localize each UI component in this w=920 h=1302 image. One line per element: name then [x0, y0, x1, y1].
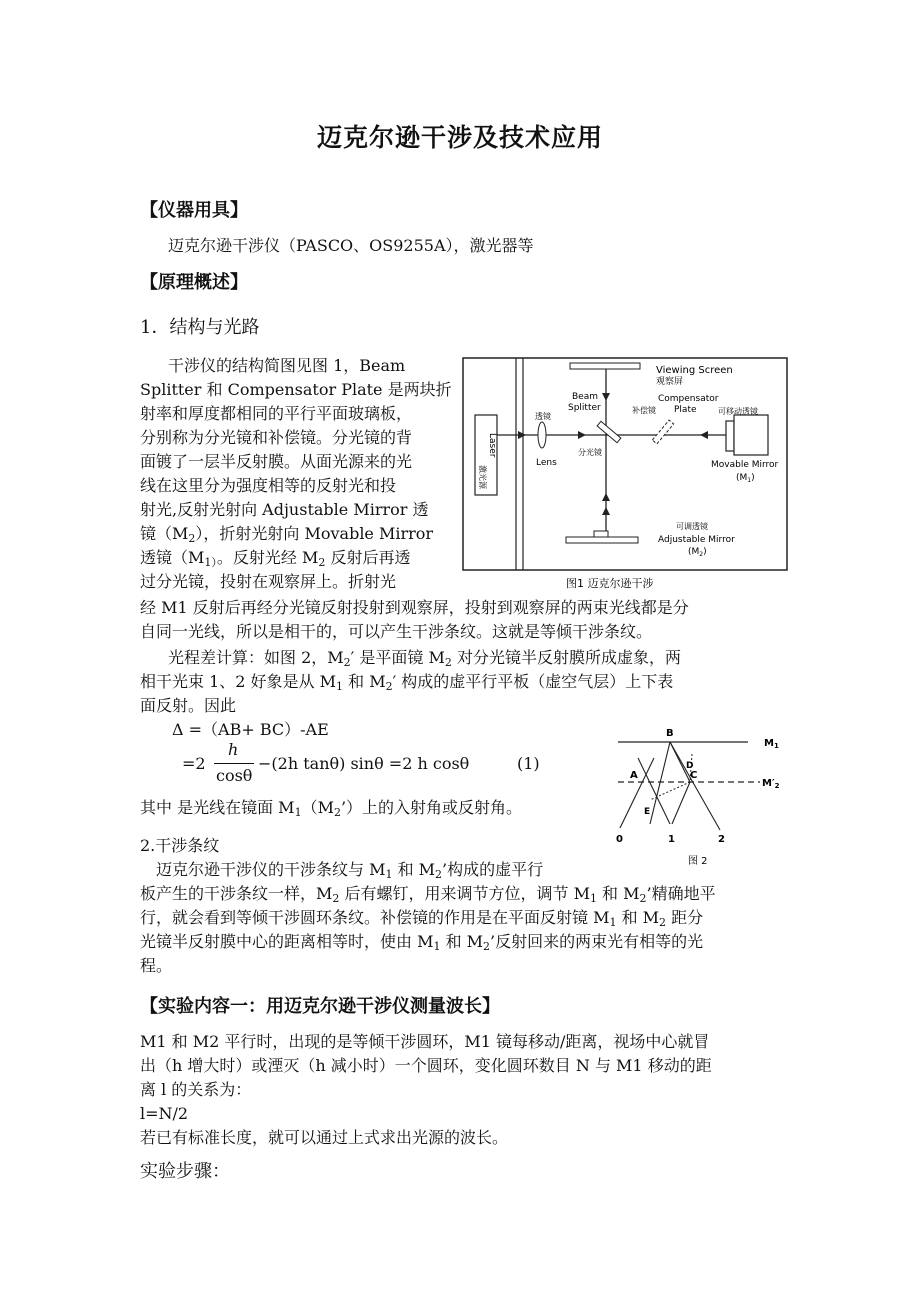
- label-lens: Lens: [536, 458, 557, 468]
- label-m1: $(M_1)$: [736, 473, 755, 484]
- figure-2-ray-diagram: [610, 724, 790, 872]
- equation-line-1: Δ =（AB+ BC）-AE: [172, 720, 329, 739]
- para1-line: 透镜（M1）。反射光经 M2 反射后再透: [140, 548, 411, 569]
- exp-line: 离 l 的关系为：: [140, 1080, 252, 1099]
- para1-line: 自同一光线，所以是相干的，可以产生干涉条纹。这就是等倾干涉条纹。: [140, 622, 653, 641]
- equation-number: (1): [517, 754, 540, 773]
- exp-formula: l=N/2: [140, 1104, 189, 1123]
- para4-line: 行，就会看到等倾干涉圆环条纹。补偿镜的作用是在平面反射镜 M1 和 M2 距分: [140, 908, 704, 929]
- para1-line: 镜（M2），折射光射向 Movable Mirror: [140, 524, 434, 545]
- point-A: A: [630, 770, 638, 781]
- para2-line: 光程差计算：如图 2，M2′ 是平面镜 M2 对分光镜半反射膜所成虚象，两: [168, 648, 681, 669]
- label-beam: Beam: [572, 392, 598, 402]
- label-viewing-screen-cn: 观察屏: [656, 377, 684, 387]
- para1-line: 射光,反射光射向 Adjustable Mirror 透: [140, 500, 429, 519]
- exp-line: M1 和 M2 平行时，出现的是等倾干涉圆环，M1 镜每移动/距离，视场中心就冒: [140, 1032, 710, 1051]
- section-heading-experiment-1: 【实验内容一：用迈克尔逊干涉仪测量波长】: [140, 996, 500, 1017]
- instruments-text: 迈克尔逊干涉仪（PASCO、OS9255A），激光器等: [168, 236, 534, 255]
- section-heading-instruments: 【仪器用具】: [140, 200, 248, 221]
- point-D: D: [686, 761, 694, 771]
- para1-line: 分别称为分光镜和补偿镜。分光镜的背: [140, 428, 413, 447]
- equation-denominator: cosθ: [216, 766, 253, 785]
- label-compensator: Compensator: [658, 394, 719, 404]
- para1-line: 面镀了一层半反射膜。从面光源来的光: [140, 452, 413, 471]
- label-plate: Plate: [674, 405, 697, 415]
- figure-2-caption: 图 2: [688, 856, 708, 867]
- ray-1: 1: [668, 834, 675, 845]
- para4-line: 迈克尔逊干涉仪的干涉条纹与 M1 和 M2’构成的虚平行: [156, 860, 544, 881]
- point-B: B: [666, 728, 674, 739]
- para2-line: 相干光束 1、2 好象是从 M1 和 M2′ 构成的虚平行平板（虚空气层）上下表: [140, 672, 674, 693]
- para1-line: Splitter 和 Compensator Plate 是两块折: [140, 380, 452, 399]
- figure-1-michelson-diagram: [460, 355, 790, 595]
- para1-line: 干涉仪的结构简图见图 1，Beam: [168, 356, 406, 375]
- steps-heading: 实验步骤：: [140, 1161, 230, 1182]
- ray-0: 0: [616, 834, 623, 845]
- subsection-structure: 1．结构与光路: [140, 317, 260, 338]
- para4-line: 光镜半反射膜中心的距离相等时，使由 M1 和 M2’反射回来的两束光有相等的光: [140, 932, 704, 953]
- para2-line: 面反射。因此: [140, 696, 237, 715]
- para1-line: 射率和厚度都相同的平行平面玻璃板，: [140, 404, 413, 423]
- label-M1: $M_1$: [764, 738, 779, 750]
- para4-line: 程。: [140, 956, 173, 975]
- label-adjustable-mirror: Adjustable Mirror: [658, 535, 735, 545]
- equation-prefix: =2: [182, 754, 206, 773]
- label-fenguang: 分光镜: [578, 448, 602, 457]
- label-m2: $(M_2)$: [688, 547, 707, 558]
- label-M2prime: $M'_2$: [762, 778, 780, 790]
- para1-line: 线在这里分为强度相等的反射光和投: [140, 476, 397, 495]
- para3-line: 其中 是光线在镜面 M1（M2’）上的入射角或反射角。: [140, 798, 523, 819]
- point-C: C: [690, 770, 698, 781]
- exp-line: 出（h 增大时）或湮灭（h 减小时）一个圆环，变化圆环数目 N 与 M1 移动的距: [140, 1056, 712, 1075]
- label-movable-cn: 可移动透镜: [718, 407, 758, 416]
- label-adjustable-cn: 可调透镜: [676, 522, 708, 531]
- label-laser: Laser: [487, 433, 497, 458]
- point-E: E: [644, 807, 651, 817]
- label-lens-cn: 透镜: [535, 412, 551, 421]
- subsection-fringes: 2.干涉条纹: [140, 836, 220, 855]
- ray-2: 2: [718, 834, 725, 845]
- page-title: 迈克尔逊干涉及技术应用: [316, 123, 603, 152]
- section-heading-principle: 【原理概述】: [140, 272, 248, 293]
- label-splitter: Splitter: [568, 403, 601, 413]
- exp-line: 若已有标准长度，就可以通过上式求出光源的波长。: [140, 1128, 509, 1147]
- label-buchang: 补偿镜: [632, 406, 656, 415]
- para1-line: 经 M1 反射后再经分光镜反射投射到观察屏，投射到观察屏的两束光线都是分: [140, 598, 689, 617]
- label-laser-cn: 激光源: [478, 465, 487, 489]
- equation-numerator: h: [228, 740, 239, 759]
- para4-line: 板产生的干涉条纹一样，M2 后有螺钉，用来调节方位，调节 M1 和 M2’精确地平: [140, 884, 716, 905]
- para1-line: 过分光镜，投射在观察屏上。折射光: [140, 572, 397, 591]
- label-movable-mirror: Movable Mirror: [711, 460, 779, 470]
- figure-1-caption: 图1 迈克尔逊干涉: [566, 577, 654, 590]
- label-viewing-screen: Viewing Screen: [656, 365, 733, 376]
- equation-rest: −(2h tanθ) sinθ =2 h cosθ: [258, 754, 470, 773]
